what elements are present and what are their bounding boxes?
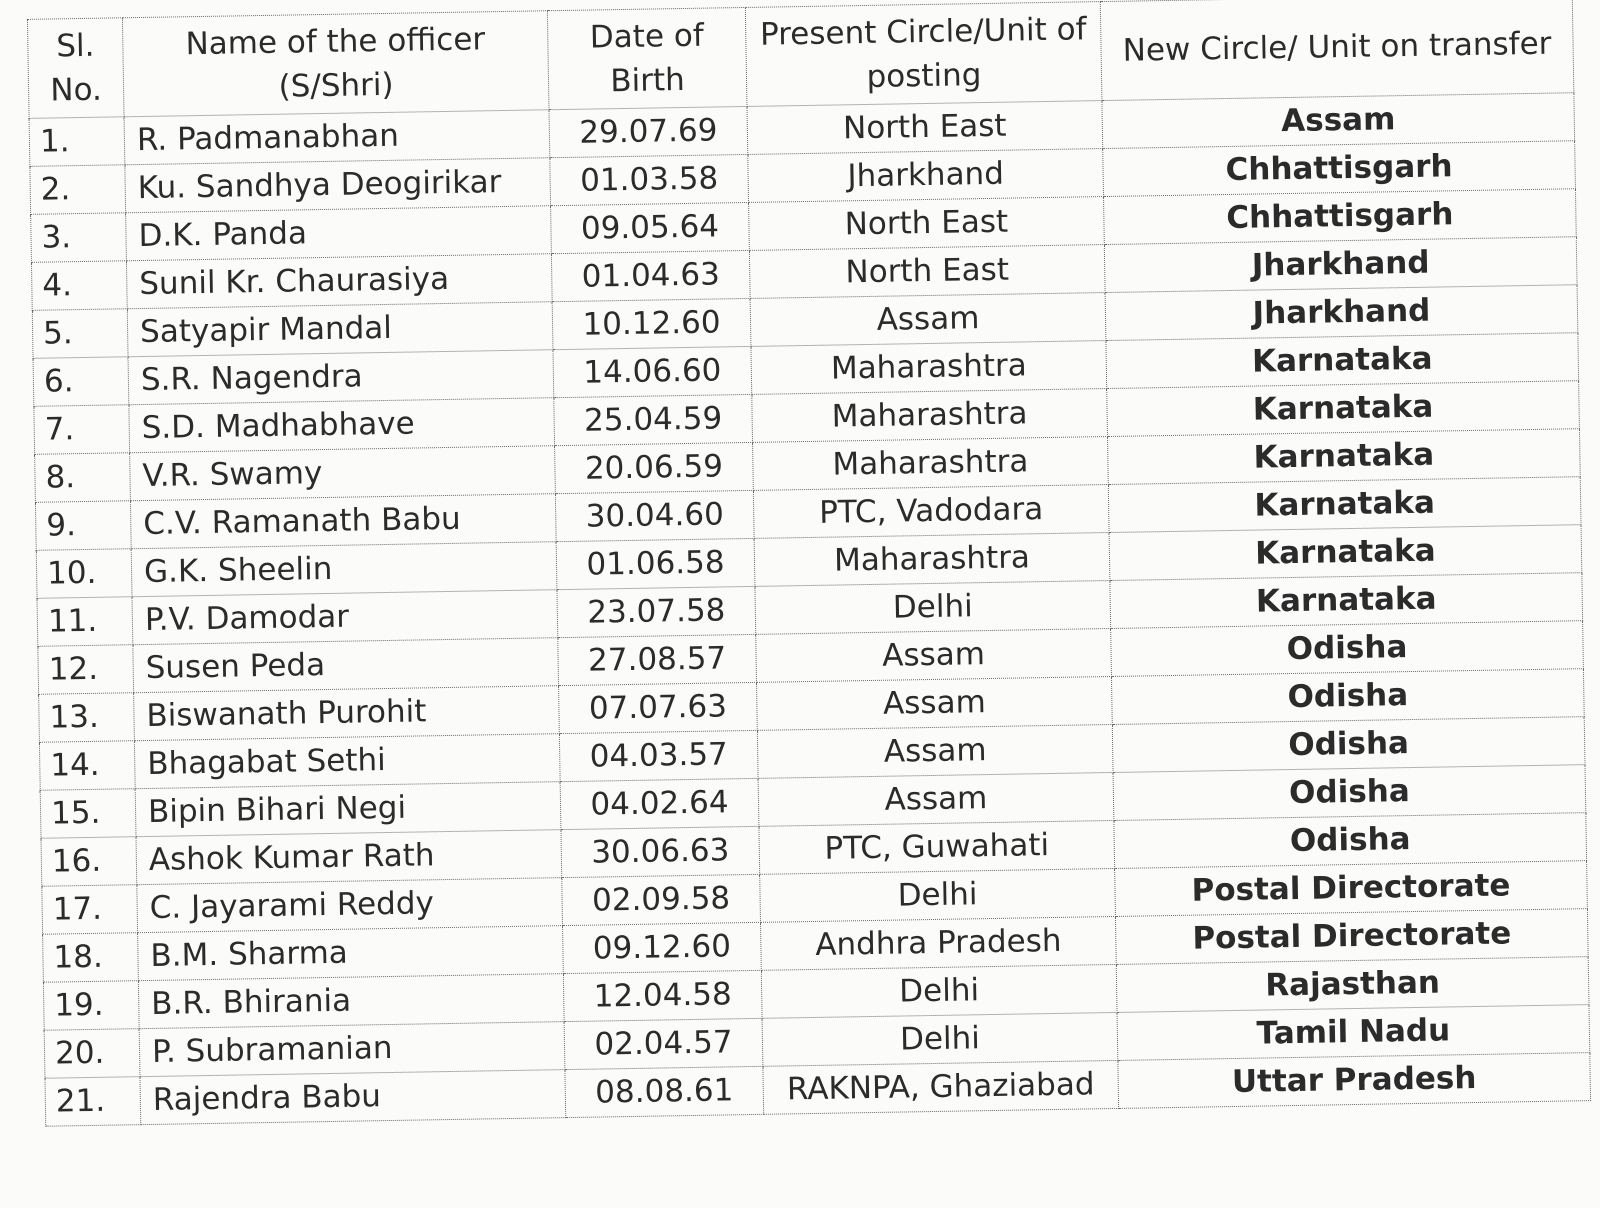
officer-name-cell: P. Subramanian (139, 1022, 565, 1077)
date-of-birth-cell: 20.06.59 (555, 442, 754, 493)
officer-name-cell: B.R. Bhirania (138, 974, 564, 1029)
new-circle-cell: Jharkhand (1105, 285, 1578, 341)
officer-name-cell: V.R. Swamy (130, 446, 556, 501)
officer-name-cell: G.K. Sheelin (131, 542, 557, 597)
officer-name-cell: P.V. Damodar (132, 590, 558, 645)
present-circle-cell: Assam (757, 676, 1113, 730)
present-circle-cell: Delhi (760, 868, 1116, 922)
officer-name-cell: Bipin Bihari Negi (135, 782, 561, 837)
new-circle-cell: Karnataka (1107, 381, 1580, 437)
new-circle-cell: Odisha (1113, 765, 1586, 821)
date-of-birth-cell: 02.04.57 (564, 1018, 763, 1069)
transfer-table-scan (27, 0, 1590, 1127)
officer-name-cell: Biswanath Purohit (134, 686, 560, 741)
date-of-birth-cell: 09.12.60 (563, 922, 762, 973)
date-of-birth-cell: 29.07.69 (549, 106, 748, 157)
present-circle-cell: North East (747, 101, 1103, 155)
sl-no-cell: 6. (33, 357, 129, 407)
date-of-birth-cell: 27.08.57 (558, 634, 757, 685)
date-of-birth-cell: 01.04.63 (551, 250, 750, 301)
sl-no-cell: 10. (36, 549, 132, 599)
sl-no-cell: 11. (37, 597, 133, 647)
date-of-birth-cell: 10.12.60 (552, 298, 751, 349)
table-body (29, 93, 1591, 1126)
sl-no-cell: 5. (32, 309, 128, 359)
sl-no-cell: 18. (43, 933, 139, 983)
sl-no-cell: 16. (41, 837, 137, 887)
new-circle-cell: Tamil Nadu (1117, 1005, 1590, 1061)
sl-no-cell: 3. (31, 213, 127, 263)
sl-no-cell: 13. (39, 693, 135, 743)
present-circle-cell: Delhi (755, 581, 1111, 635)
header-date-of-birth: Date of Birth (547, 7, 747, 109)
officer-name-cell: Sunil Kr. Chaurasiya (126, 254, 552, 309)
date-of-birth-cell: 04.02.64 (560, 778, 759, 829)
new-circle-cell: Postal Directorate (1115, 909, 1588, 965)
present-circle-cell: PTC, Guwahati (759, 820, 1115, 874)
new-circle-cell: Assam (1102, 93, 1575, 149)
present-circle-cell: Delhi (761, 964, 1117, 1018)
officer-name-cell: C. Jayarami Reddy (137, 878, 563, 933)
present-circle-cell: Assam (758, 772, 1114, 826)
date-of-birth-cell: 12.04.58 (563, 970, 762, 1021)
sl-no-cell: 17. (42, 885, 138, 935)
officer-name-cell: Ku. Sandhya Deogirikar (125, 158, 551, 213)
present-circle-cell: Assam (756, 628, 1112, 682)
officer-transfer-table (27, 0, 1591, 1127)
sl-no-cell: 1. (29, 117, 125, 167)
new-circle-cell: Postal Directorate (1115, 861, 1588, 917)
date-of-birth-cell: 08.08.61 (565, 1066, 764, 1117)
officer-name-cell: B.M. Sharma (138, 926, 564, 981)
sl-no-cell: 7. (34, 405, 130, 455)
header-present-circle: Present Circle/Unit of posting (745, 2, 1102, 107)
sl-no-cell: 9. (35, 501, 131, 551)
sl-no-cell: 14. (39, 741, 135, 791)
officer-name-cell: D.K. Panda (126, 206, 552, 261)
officer-name-cell: Ashok Kumar Rath (136, 830, 562, 885)
date-of-birth-cell: 02.09.58 (562, 874, 761, 925)
new-circle-cell: Uttar Pradesh (1118, 1053, 1591, 1109)
new-circle-cell: Odisha (1111, 621, 1584, 677)
new-circle-cell: Karnataka (1108, 477, 1581, 533)
present-circle-cell: Delhi (762, 1012, 1118, 1066)
present-circle-cell: Maharashtra (754, 533, 1110, 587)
present-circle-cell: PTC, Vadodara (753, 485, 1109, 539)
present-circle-cell: North East (749, 197, 1105, 251)
officer-name-cell: Satyapir Mandal (127, 302, 553, 357)
present-circle-cell: RAKNPA, Ghaziabad (763, 1060, 1119, 1114)
date-of-birth-cell: 07.07.63 (559, 682, 758, 733)
officer-name-cell: Rajendra Babu (140, 1070, 566, 1125)
date-of-birth-cell: 25.04.59 (554, 394, 753, 445)
sl-no-cell: 20. (44, 1029, 140, 1079)
officer-name-cell: S.R. Nagendra (128, 350, 554, 405)
header-officer-name: Name of the officer (S/Shri) (122, 11, 549, 117)
new-circle-cell: Karnataka (1107, 429, 1580, 485)
new-circle-cell: Jharkhand (1104, 237, 1577, 293)
new-circle-cell: Karnataka (1109, 525, 1582, 581)
new-circle-cell: Chhattisgarh (1103, 141, 1576, 197)
present-circle-cell: Maharashtra (751, 341, 1107, 395)
present-circle-cell: Maharashtra (753, 437, 1109, 491)
officer-name-cell: S.D. Madhabhave (129, 398, 555, 453)
new-circle-cell: Karnataka (1106, 333, 1579, 389)
officer-name-cell: Susen Peda (133, 638, 559, 693)
present-circle-cell: Maharashtra (752, 389, 1108, 443)
new-circle-cell: Chhattisgarh (1104, 189, 1577, 245)
officer-name-cell: C.V. Ramanath Babu (130, 494, 556, 549)
sl-no-cell: 8. (35, 453, 131, 503)
sl-no-cell: 21. (45, 1077, 141, 1127)
present-circle-cell: Jharkhand (748, 149, 1104, 203)
date-of-birth-cell: 23.07.58 (557, 586, 756, 637)
sl-no-cell: 15. (40, 789, 136, 839)
date-of-birth-cell: 09.05.64 (551, 202, 750, 253)
new-circle-cell: Odisha (1112, 717, 1585, 773)
new-circle-cell: Odisha (1111, 669, 1584, 725)
date-of-birth-cell: 04.03.57 (559, 730, 758, 781)
officer-name-cell: R. Padmanabhan (124, 110, 550, 165)
header-new-circle: New Circle/ Unit on transfer (1100, 0, 1574, 101)
date-of-birth-cell: 14.06.60 (553, 346, 752, 397)
present-circle-cell: Assam (750, 293, 1106, 347)
present-circle-cell: Assam (757, 724, 1113, 778)
new-circle-cell: Odisha (1114, 813, 1587, 869)
officer-name-cell: Bhagabat Sethi (134, 734, 560, 789)
sl-no-cell: 12. (38, 645, 134, 695)
present-circle-cell: North East (749, 245, 1105, 299)
header-sl-no: Sl. No. (27, 18, 124, 119)
present-circle-cell: Andhra Pradesh (761, 916, 1117, 970)
date-of-birth-cell: 01.06.58 (556, 538, 755, 589)
sl-no-cell: 2. (30, 165, 126, 215)
new-circle-cell: Karnataka (1110, 573, 1583, 629)
new-circle-cell: Rajasthan (1116, 957, 1589, 1013)
sl-no-cell: 4. (31, 261, 127, 311)
date-of-birth-cell: 01.03.58 (550, 154, 749, 205)
sl-no-cell: 19. (43, 981, 139, 1031)
date-of-birth-cell: 30.04.60 (555, 490, 754, 541)
date-of-birth-cell: 30.06.63 (561, 826, 760, 877)
